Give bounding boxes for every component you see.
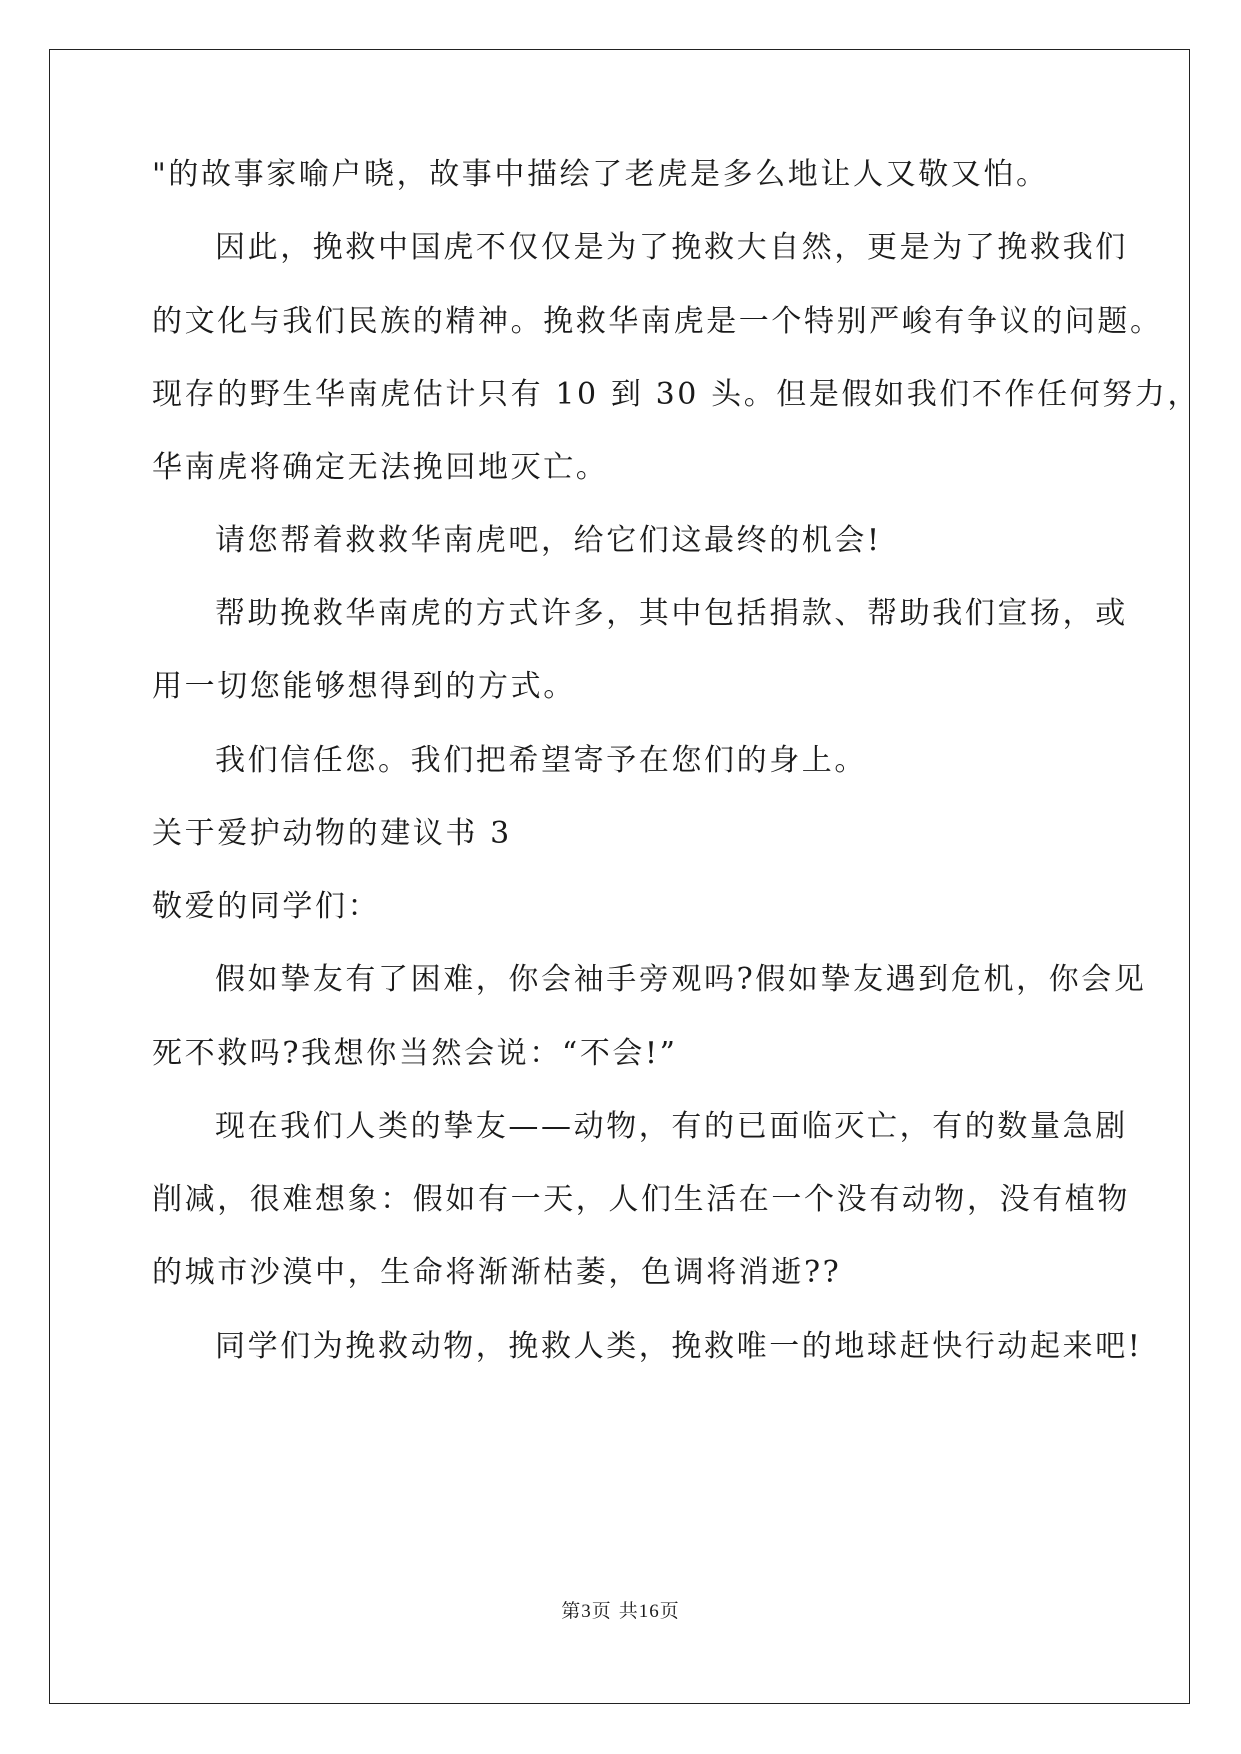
text-line-4: 现存的野生华南虎估计只有 10 到 30 头。但是假如我们不作任何努力， bbox=[152, 377, 1201, 412]
paragraph-start: 现在我们人类的挚友——动物，有的已面临灭亡，有的数量急剧 bbox=[215, 1109, 1128, 1144]
section-heading: 关于爱护动物的建议书 3 bbox=[152, 816, 512, 851]
paragraph-start: 同学们为挽救动物，挽救人类，挽救唯一的地球赶快行动起来吧! bbox=[215, 1329, 1143, 1364]
paragraph-start: 假如挚友有了困难，你会袖手旁观吗?假如挚友遇到危机，你会见 bbox=[215, 962, 1147, 997]
paragraph-start: 请您帮着救救华南虎吧，给它们这最终的机会! bbox=[215, 523, 882, 558]
page-footer bbox=[0, 1599, 1241, 1624]
paragraph-start: 我们信任您。我们把希望寄予在您们的身上。 bbox=[215, 743, 867, 778]
paragraph-start: 因此，挽救中国虎不仅仅是为了挽救大自然，更是为了挽救我们 bbox=[215, 230, 1128, 265]
text-line-16: 的城市沙漠中，生命将渐渐枯萎，色调将消逝?? bbox=[152, 1255, 842, 1290]
text-line-5: 华南虎将确定无法挽回地灭亡。 bbox=[152, 450, 609, 485]
page-total-number: 16 bbox=[638, 1601, 660, 1622]
text-line-1: "的故事家喻户晓，故事中描绘了老虎是多么地让人又敬又怕。 bbox=[152, 157, 1049, 192]
page-prefix: 第 bbox=[561, 1600, 582, 1622]
text-line-13: 死不救吗?我想你当然会说：“不会!” bbox=[152, 1036, 678, 1071]
salutation: 敬爱的同学们： bbox=[152, 889, 381, 924]
text-line-3: 的文化与我们民族的精神。挽救华南虎是一个特别严峻有争议的问题。 bbox=[152, 304, 1163, 339]
paragraph-start: 帮助挽救华南虎的方式许多，其中包括捐款、帮助我们宣扬，或 bbox=[215, 596, 1128, 631]
page-mid: 页 共 bbox=[591, 1600, 639, 1622]
text-line-8: 用一切您能够想得到的方式。 bbox=[152, 669, 576, 704]
page-suffix: 页 bbox=[659, 1600, 680, 1622]
page-current-number: 3 bbox=[581, 1601, 592, 1622]
text-line-15: 削减，很难想象：假如有一天，人们生活在一个没有动物，没有植物 bbox=[152, 1182, 1130, 1217]
page-border bbox=[49, 49, 1190, 1704]
